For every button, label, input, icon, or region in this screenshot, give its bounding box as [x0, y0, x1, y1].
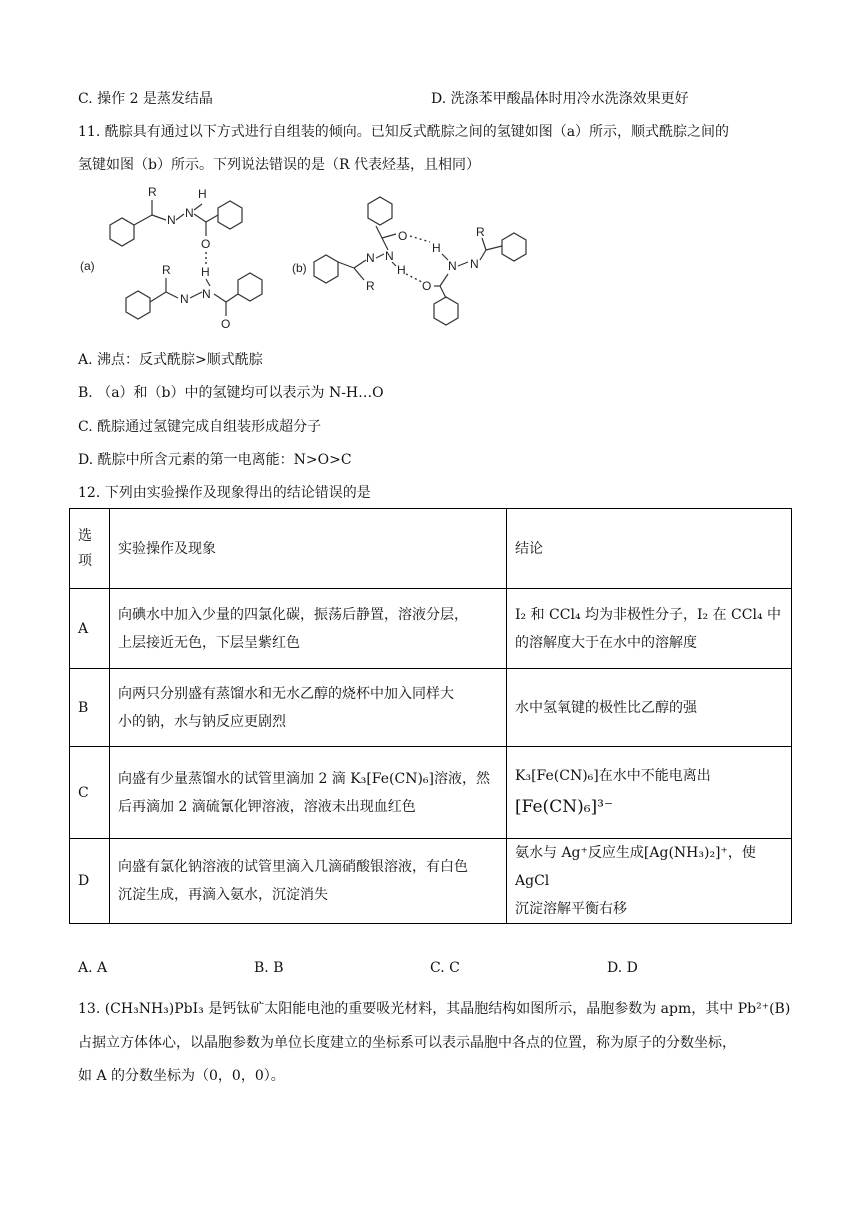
row-operation	[110, 669, 507, 747]
header-option: 选项	[70, 509, 110, 589]
q12-stem: 12. 下列由实验操作及现象得出的结论错误的是	[78, 485, 371, 501]
conclusion-line: 水中氢氧键的极性比乙醇的强	[515, 699, 697, 716]
row-conclusion	[507, 669, 792, 747]
table-row	[70, 589, 792, 669]
operation-line: 沉淀生成，再滴入氨水，沉淀消失	[118, 887, 328, 903]
q12-experiment-table	[69, 508, 792, 924]
atom-N: N	[385, 249, 394, 263]
row-key: D	[70, 839, 110, 924]
atom-N: N	[185, 206, 194, 220]
row-operation	[110, 589, 507, 669]
q10-option-c: C. 操作 2 是蒸发结晶	[78, 91, 213, 107]
row-operation	[110, 747, 507, 839]
atom-R: R	[148, 185, 157, 199]
benzene-ring	[238, 273, 262, 301]
q11-option-b: B. （a）和（b）中的氢键均可以表示为 N-H…O	[78, 385, 384, 401]
table-row	[70, 839, 792, 924]
benzene-ring	[368, 197, 392, 225]
q12-answer-b: B. B	[254, 960, 284, 976]
benzene-ring	[502, 233, 526, 261]
operation-line: 向两只分别盛有蒸馏水和无水乙醇的烧杯中加入同样大	[118, 685, 454, 702]
row-conclusion	[507, 839, 792, 924]
operation-line: 上层接近无色，下层呈紫红色	[118, 634, 300, 651]
header-conclusion: 结论	[507, 509, 792, 589]
conclusion-line: I₂ 和 CCl₄ 均为非极性分子，I₂ 在 CCl₄ 中	[515, 606, 782, 623]
q11-stem-line1: 11. 酰腙具有通过以下方式进行自组装的倾向。已知反式酰腙之间的氢键如图（a）所示，顺式酰腙之间的	[78, 124, 730, 140]
benzene-ring	[218, 201, 242, 229]
atom-H: H	[432, 241, 441, 255]
operation-line: 向碘水中加入少量的四氯化碳，振荡后静置，溶液分层，	[118, 606, 468, 623]
row-key: C	[70, 747, 110, 839]
q12-answer-d: D. D	[607, 960, 638, 976]
header-operation: 实验操作及现象	[110, 509, 507, 589]
table-row	[70, 747, 792, 839]
atom-N: N	[202, 287, 211, 301]
q13-stem-line1: 13. (CH₃NH₃)PbI₃ 是钙钛矿太阳能电池的重要吸光材料，其晶胞结构如图所示，晶胞参数为 apm，其中 Pb²⁺(B)	[78, 1001, 791, 1017]
atom-N: N	[448, 259, 457, 273]
operation-line: 向盛有少量蒸馏水的试管里滴加 2 滴 K₃[Fe(CN)₆]溶液，然	[118, 770, 490, 787]
conclusion-line: K₃[Fe(CN)₆]在水中不能电离出	[515, 767, 711, 784]
operation-line: 后再滴加 2 滴硫氰化钾溶液，溶液未出现血红色	[118, 798, 416, 815]
conclusion-line: 氨水与 Ag⁺反应生成[Ag(NH₃)₂]⁺，使 AgCl	[515, 845, 756, 889]
atom-R: R	[476, 225, 485, 239]
q11-option-d: D. 酰腙中所含元素的第一电离能：N>O>C	[78, 452, 352, 468]
operation-line: 小的钠，水与钠反应更剧烈	[118, 713, 286, 730]
conclusion-line: [Fe(CN)₆]³⁻	[515, 796, 613, 817]
atom-O: O	[422, 279, 432, 293]
q11-hydrogen-bond-figure	[70, 180, 570, 340]
q12-answer-c: C. C	[430, 960, 460, 976]
fig-a-label: (a)	[80, 259, 95, 273]
q11-option-c: C. 酰腙通过氢键完成自组装形成超分子	[78, 419, 322, 435]
table-header-row	[70, 509, 792, 589]
atom-N: N	[180, 292, 189, 306]
hydrogen-bond	[410, 236, 430, 242]
row-key: A	[70, 589, 110, 669]
benzene-ring	[110, 218, 134, 246]
q11-option-a: A. 沸点：反式酰腙>顺式酰腙	[78, 352, 263, 368]
benzene-ring	[314, 255, 338, 283]
atom-N: N	[470, 257, 479, 271]
row-operation	[110, 839, 507, 924]
q11-stem-line2: 氢键如图（b）所示。下列说法错误的是（R 代表烃基，且相同）	[78, 157, 480, 173]
q13-stem-line3: 如 A 的分数坐标为（0，0，0）。	[78, 1068, 285, 1084]
atom-N: N	[366, 251, 375, 265]
q10-option-d: D. 洗涤苯甲酸晶体时用冷水洗涤效果更好	[431, 91, 689, 107]
atom-H: H	[397, 263, 406, 277]
row-conclusion	[507, 589, 792, 669]
atom-O: O	[221, 317, 231, 331]
operation-line: 向盛有氯化钠溶液的试管里滴入几滴硝酸银溶液，有白色	[118, 859, 468, 875]
hydrogen-bond	[406, 274, 422, 282]
atom-N: N	[167, 213, 176, 227]
conclusion-line: 的溶解度大于在水中的溶解度	[515, 634, 697, 651]
q13-stem-line2: 占据立方体体心，以晶胞参数为单位长度建立的坐标系可以表示晶胞中各点的位置，称为原子的分数坐标，	[78, 1035, 736, 1051]
atom-O: O	[398, 229, 408, 243]
q12-answer-a: A. A	[78, 960, 108, 976]
benzene-ring	[434, 297, 458, 325]
benzene-ring	[126, 291, 150, 319]
atom-R: R	[162, 263, 171, 277]
table-row	[70, 669, 792, 747]
atom-H: H	[198, 187, 207, 201]
row-key: B	[70, 669, 110, 747]
fig-b-label: (b)	[292, 261, 307, 275]
atom-O: O	[201, 237, 211, 251]
conclusion-line: 沉淀溶解平衡右移	[515, 901, 627, 917]
row-conclusion	[507, 747, 792, 839]
atom-H: H	[201, 265, 210, 279]
atom-R: R	[366, 279, 375, 293]
